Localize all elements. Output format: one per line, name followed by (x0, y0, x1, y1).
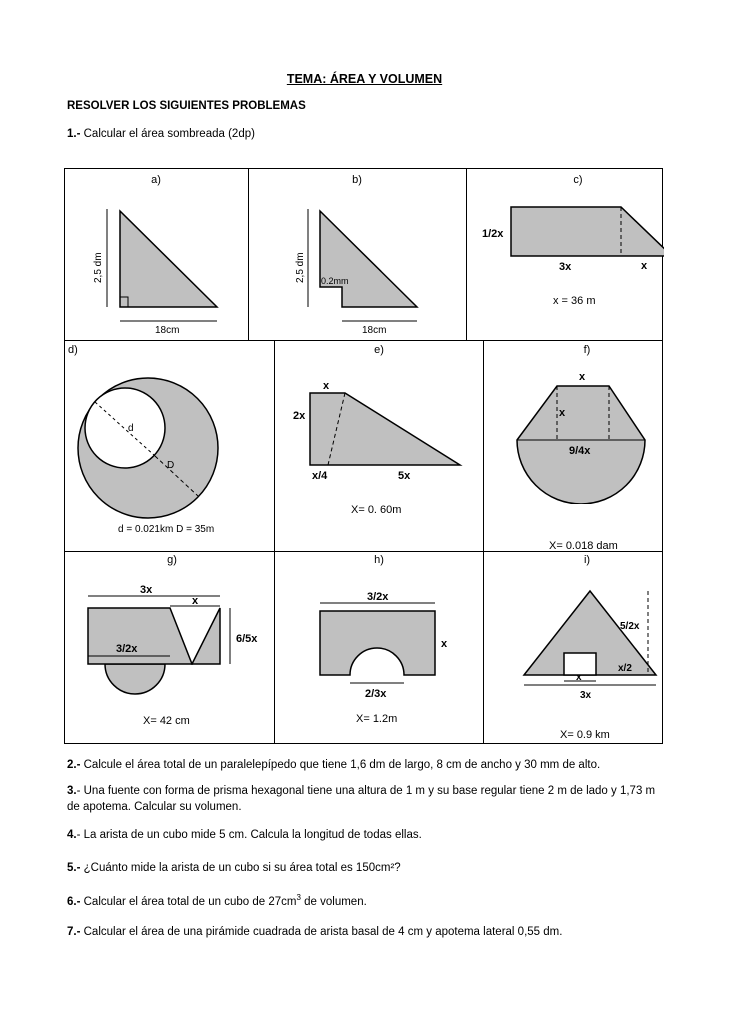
shaded-shape (320, 611, 435, 675)
h-side-label: x (441, 638, 448, 650)
figure-h (305, 589, 465, 701)
question-number: 4. (67, 829, 77, 841)
cell-f-label: f) (583, 344, 591, 356)
f-base-label: 9/4x (569, 445, 591, 457)
cell-e-caption: X= 0. 60m (351, 504, 402, 516)
question-text: Calcular el área de una pirámide cuadrada de arista basal de 4 cm y apotema lateral 0,55 dm. (80, 926, 563, 938)
question-text: Calcular el área sombreada (2dp) (83, 128, 255, 140)
question-number: 2.- (67, 759, 81, 771)
question-text-tail: de volumen. (300, 895, 367, 908)
question-text: Calcular el área total de un cubo de 27cm (80, 895, 297, 908)
col-divider (466, 169, 467, 340)
i-height-label: 5/2x (620, 621, 640, 632)
small-circle (85, 388, 165, 468)
cell-g-label: g) (167, 554, 177, 566)
superscript: 3 (296, 893, 301, 902)
d-label: d (128, 423, 134, 434)
question-number: 3. (67, 785, 77, 797)
dim-h-text: 18cm (362, 325, 387, 336)
h-top-label: 3/2x (367, 591, 389, 603)
D-label: D (167, 460, 175, 471)
f-height-label: x (559, 407, 566, 419)
e-top-label: x (323, 380, 330, 392)
cell-c-label: c) (573, 174, 583, 186)
question-4 (67, 827, 667, 843)
dim-v-text: 2,5 dm (93, 252, 104, 283)
figure-f (495, 364, 663, 504)
i-small-label: x/2 (618, 663, 632, 674)
dim-h-text: 18cm (155, 325, 180, 336)
row-divider (65, 340, 662, 341)
e-bottom-label: 5x (398, 470, 411, 482)
page-title: TEMA: ÁREA Y VOLUMEN (286, 72, 443, 86)
shaded-trapezoid (511, 207, 664, 256)
question-text: ¿Cuánto mide la arista de un cubo si su área total es 150cm²? (80, 862, 401, 874)
figures-grid (64, 168, 663, 744)
cell-b-label: b) (352, 174, 362, 186)
shaded-triangle (192, 608, 220, 664)
figure-b (290, 201, 435, 339)
c-x-label: x (641, 260, 648, 272)
question-5 (67, 860, 667, 876)
figure-d (70, 364, 270, 549)
g-inner-label: 3/2x (116, 643, 138, 655)
f-top-label: x (579, 371, 586, 383)
e-side-label: 2x (293, 410, 306, 422)
col-divider (483, 340, 484, 551)
g-side-label: 6/5x (236, 633, 258, 645)
col-divider (248, 169, 249, 340)
figure-c (479, 199, 664, 279)
figure-g (80, 584, 270, 702)
question-number: 6.- (67, 895, 81, 908)
question-6 (67, 890, 667, 910)
shaded-shape (310, 393, 460, 465)
question-1 (67, 126, 667, 142)
e-bottom-left-label: x/4 (312, 470, 328, 482)
col-divider (274, 551, 275, 744)
cell-d-label: d) (68, 344, 78, 356)
c-left-label: 1/2x (482, 228, 504, 240)
d-caption: d = 0.021km D = 35m (118, 524, 215, 535)
question-2 (67, 757, 667, 773)
question-number: 1.- (67, 128, 81, 140)
question-number: 5.- (67, 862, 81, 874)
i-base-label: 3x (580, 690, 592, 701)
cell-g-caption: X= 42 cm (143, 715, 190, 727)
question-text: Calcule el área total de un paralelepípedo que tiene 1,6 dm de largo, 8 cm de ancho y 30 mm de alto. (80, 759, 601, 771)
question-3 (67, 783, 667, 815)
figure-e (290, 379, 470, 491)
dim-v-text: 2,5 dm (295, 252, 306, 283)
cell-a-label: a) (151, 174, 161, 186)
notch-label: 0.2mm (321, 276, 349, 286)
cell-h-caption: X= 1.2m (356, 713, 398, 725)
cell-f-caption: X= 0.018 dam (549, 540, 618, 552)
cell-e-label: e) (374, 344, 384, 356)
section-subtitle: RESOLVER LOS SIGUIENTES PROBLEMAS (67, 100, 306, 112)
cell-i-label: i) (583, 554, 591, 566)
cell-h-label: h) (374, 554, 384, 566)
h-bottom-label: 2/3x (365, 688, 387, 700)
i-x-label: x (576, 672, 582, 683)
col-divider (483, 551, 484, 744)
g-top-label: 3x (140, 584, 153, 596)
figure-i (500, 579, 660, 709)
question-text: - Una fuente con forma de prisma hexagonal tiene una altura de 1 m y su base regular tiene 2 m de lado y 1,73 m de apotema. Calcular su volumen. (67, 785, 656, 813)
question-number: 7.- (67, 926, 81, 938)
cell-i-caption: X= 0.9 km (560, 729, 610, 741)
figure-a (85, 201, 230, 339)
question-text: - La arista de un cubo mide 5 cm. Calcula la longitud de todas ellas. (76, 829, 422, 841)
half-circle (105, 664, 165, 694)
c-base-label: 3x (559, 261, 572, 273)
g-x-label: x (192, 595, 199, 607)
cell-c-caption: x = 36 m (553, 295, 596, 307)
question-7 (67, 924, 667, 940)
col-divider (274, 340, 275, 551)
